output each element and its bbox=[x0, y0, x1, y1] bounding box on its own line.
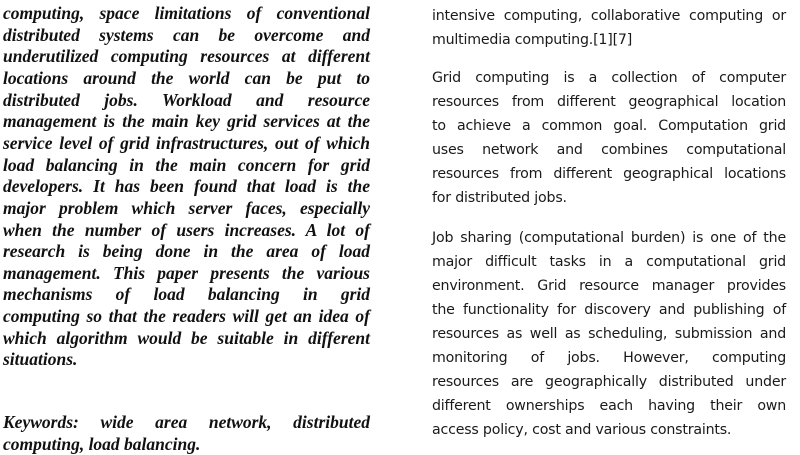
paragraph-line: multimedia computing.[1][7] bbox=[432, 32, 633, 48]
paragraph-line: uses network and combines computational bbox=[432, 142, 786, 158]
paragraph-line: the functionality for discovery and publishing of bbox=[432, 302, 786, 318]
paragraph-line: major difficult tasks in a computational grid bbox=[432, 254, 786, 270]
abstract-line: developers. It has been found that load is the bbox=[3, 176, 370, 197]
paragraph-line: environment. Grid resource manager provides bbox=[432, 278, 786, 294]
abstract-line: service level of grid infrastructures, out of which bbox=[3, 132, 370, 153]
abstract-line: when the number of users increases. A lot of bbox=[3, 219, 370, 240]
paragraph-line: monitoring of jobs. However, computing bbox=[432, 350, 786, 366]
abstract-line: underutilized computing resources at different bbox=[3, 46, 370, 67]
abstract-line: computing so that the readers will get an idea of bbox=[3, 306, 370, 327]
abstract-line: distributed systems can be overcome and bbox=[3, 24, 370, 45]
abstract-line: management. This paper presents the various bbox=[3, 262, 370, 283]
abstract-line: which algorithm would be suitable in different bbox=[3, 327, 370, 348]
paragraph-line: access policy, cost and various constraints. bbox=[432, 422, 732, 438]
keywords-line: Keywords: wide area network, distributed bbox=[3, 412, 370, 432]
paragraph-line: Grid computing is a collection of computer bbox=[432, 70, 786, 86]
abstract-line: major problem which server faces, especially bbox=[3, 197, 370, 218]
abstract-line: distributed jobs. Workload and resource bbox=[3, 89, 370, 110]
paragraph-line: intensive computing, collaborative computing or bbox=[432, 8, 786, 24]
keywords-line: computing, load balancing. bbox=[3, 433, 201, 454]
abstract-line: mechanisms of load balancing in grid bbox=[3, 284, 370, 305]
paragraph-line: resources as well as scheduling, submission and bbox=[432, 326, 786, 342]
abstract-line: locations around the world can be put to bbox=[3, 67, 370, 88]
abstract-line: management is the main key grid services at the bbox=[3, 111, 370, 132]
abstract-line: situations. bbox=[3, 349, 78, 370]
paragraph-line: different ownerships each having their own bbox=[432, 398, 786, 414]
paragraph-line: resources from different geographical location bbox=[432, 94, 786, 110]
paragraph-line: Job sharing (computational burden) is one of the bbox=[432, 230, 786, 246]
paragraph-line: for distributed jobs. bbox=[432, 190, 567, 206]
paragraph-line: resources are geographically distributed under bbox=[432, 374, 786, 390]
paragraph-line: resources from different geographical locations bbox=[432, 166, 786, 182]
abstract-line: research is being done in the area of load bbox=[3, 241, 370, 262]
paragraph-line: to achieve a common goal. Computation grid bbox=[432, 118, 786, 134]
abstract-line: computing, space limitations of conventional bbox=[3, 3, 370, 23]
abstract-line: load balancing in the main concern for grid bbox=[3, 154, 370, 175]
